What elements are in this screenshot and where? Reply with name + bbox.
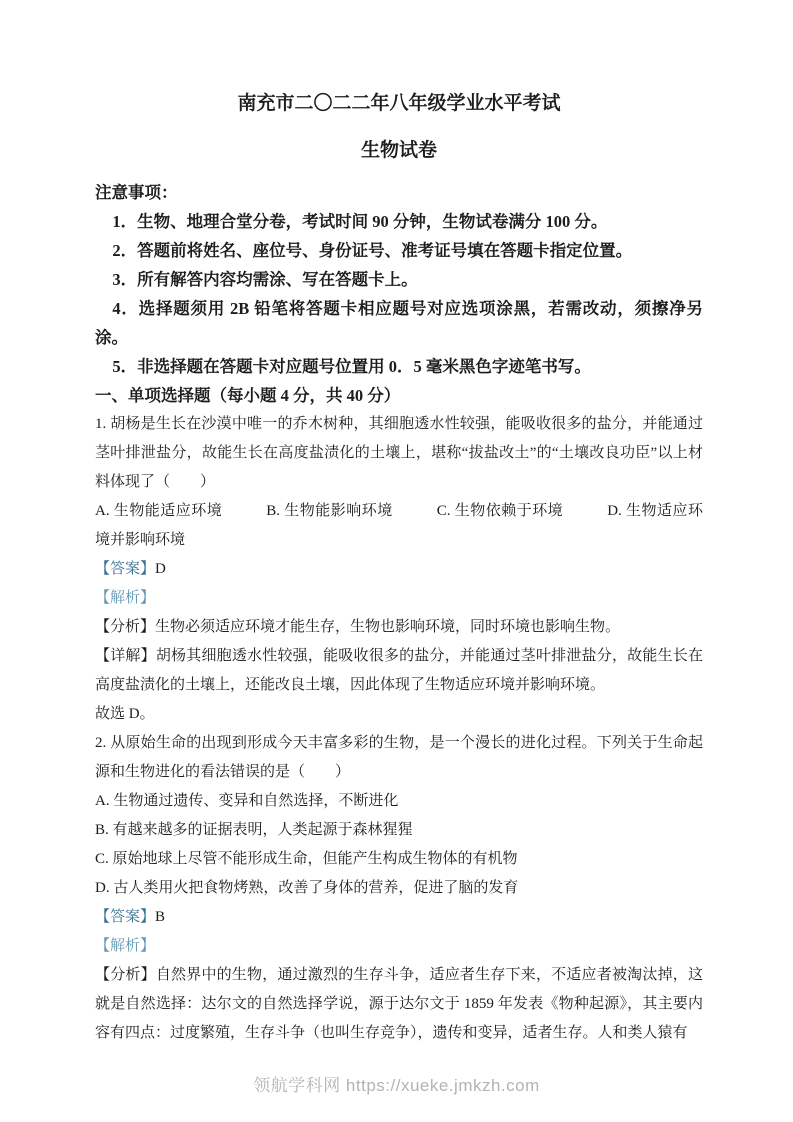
- option-item-c: C. 原始地球上尽管不能形成生命，但能产生构成生物体的有机物: [95, 851, 518, 867]
- option-item-d: D. 古人类用火把食物烤熟，改善了身体的营养，促进了脑的发育: [95, 880, 519, 896]
- question-block-2: [95, 729, 703, 1048]
- notice-heading: 注意事项：: [95, 183, 178, 202]
- page-title: 南充市二〇二二年八年级学业水平考试: [237, 93, 561, 114]
- answer-label: 【答案】: [95, 561, 156, 577]
- analysis-section-line: [95, 932, 703, 961]
- conclusion-line: 故选 D。: [95, 706, 155, 722]
- option-item-b: B. 有越来越多的证据表明，人类起源于森林猩猩: [95, 822, 413, 838]
- footer-watermark: 领航学科网 https://xueke.jmkzh.com: [253, 1076, 540, 1095]
- detail-text: 胡杨其细胞透水性较强，能吸收很多的盐分，并能通过茎叶排泄盐分，故能生长在高度盐渍化的土壤上，还能改良土壤，因此体现了生物适应环境并影响环境。: [95, 648, 703, 693]
- question-stem: 2. 从原始生命的出现到形成今天丰富多彩的生物，是一个漫长的进化过程。下列关于生命起源和生物进化的看法错误的是（ ）: [95, 735, 703, 780]
- notice-item-3: 3．所有解答内容均需涂、写在答题卡上。: [112, 270, 418, 289]
- question-block-1: [95, 410, 703, 729]
- notice-item-1: 1．生物、地理合堂分卷，考试时间 90 分钟，生物试卷满分 100 分。: [112, 212, 608, 231]
- notice-item-2: 2．答题前将姓名、座位号、身份证号、准考证号填在答题卡指定位置。: [112, 241, 633, 260]
- option-a: A. 生物能适应环境: [95, 503, 223, 519]
- doc-subtitle: 生物试卷: [360, 140, 437, 161]
- detail-paragraph: [95, 642, 703, 700]
- analysis-text: 自然界中的生物，通过激烈的生存斗争，适应者生存下来，不适应者被淘汰掉，这就是自然选择：达尔文的自然选择学说，源于达尔文于 1859 年发表《物种起源》，其主要内容有四点：过度繁殖，生存斗争（也叫生存竞争），遗传和变异，适者生存。人和类人猿有: [95, 967, 703, 1041]
- question-stem: 1. 胡杨是生长在沙漠中唯一的乔木树种，其细胞透水性较强，能吸收很多的盐分，并能通过茎叶排泄盐分，故能生长在高度盐渍化的土壤上，堪称“拔盐改土”的“土壤改良功臣”以上材料体现了（ ）: [95, 416, 703, 490]
- section-heading: 一、单项选择题（每小题 4 分，共 40 分）: [95, 386, 401, 405]
- analysis-section-label: 【解析】: [95, 938, 156, 954]
- detail-label: 【详解】: [95, 648, 156, 664]
- answer-line: [95, 555, 703, 584]
- notice-item-5: 5．非选择题在答题卡对应题号位置用 0．5 毫米黑色字迹笔书写。: [112, 357, 591, 376]
- analysis-section-label: 【解析】: [95, 590, 156, 606]
- analysis-paragraph: [95, 613, 703, 642]
- notice-item-4: 4．选择题须用 2B 铅笔将答题卡相应题号对应选项涂黑，若需改动，须擦净另涂。: [95, 299, 703, 347]
- answer-line: [95, 903, 703, 932]
- analysis-text: 生物必须适应环境才能生存，生物也影响环境，同时环境也影响生物。: [155, 619, 621, 635]
- option-item-a: A. 生物通过遗传、变异和自然选择，不断进化: [95, 793, 399, 809]
- analysis-label: 【分析】: [95, 619, 156, 635]
- analysis-paragraph: [95, 961, 703, 1048]
- question-options: [95, 497, 703, 555]
- analysis-label: 【分析】: [95, 967, 156, 983]
- analysis-section-line: [95, 584, 703, 613]
- option-d: D. 生物适应环境并影响环境: [95, 503, 703, 548]
- option-c: C. 生物依赖于环境: [436, 503, 564, 519]
- answer-label: 【答案】: [95, 909, 156, 925]
- answer-value: D: [155, 561, 166, 577]
- option-b: B. 生物能影响环境: [266, 503, 393, 519]
- answer-value: B: [155, 909, 166, 925]
